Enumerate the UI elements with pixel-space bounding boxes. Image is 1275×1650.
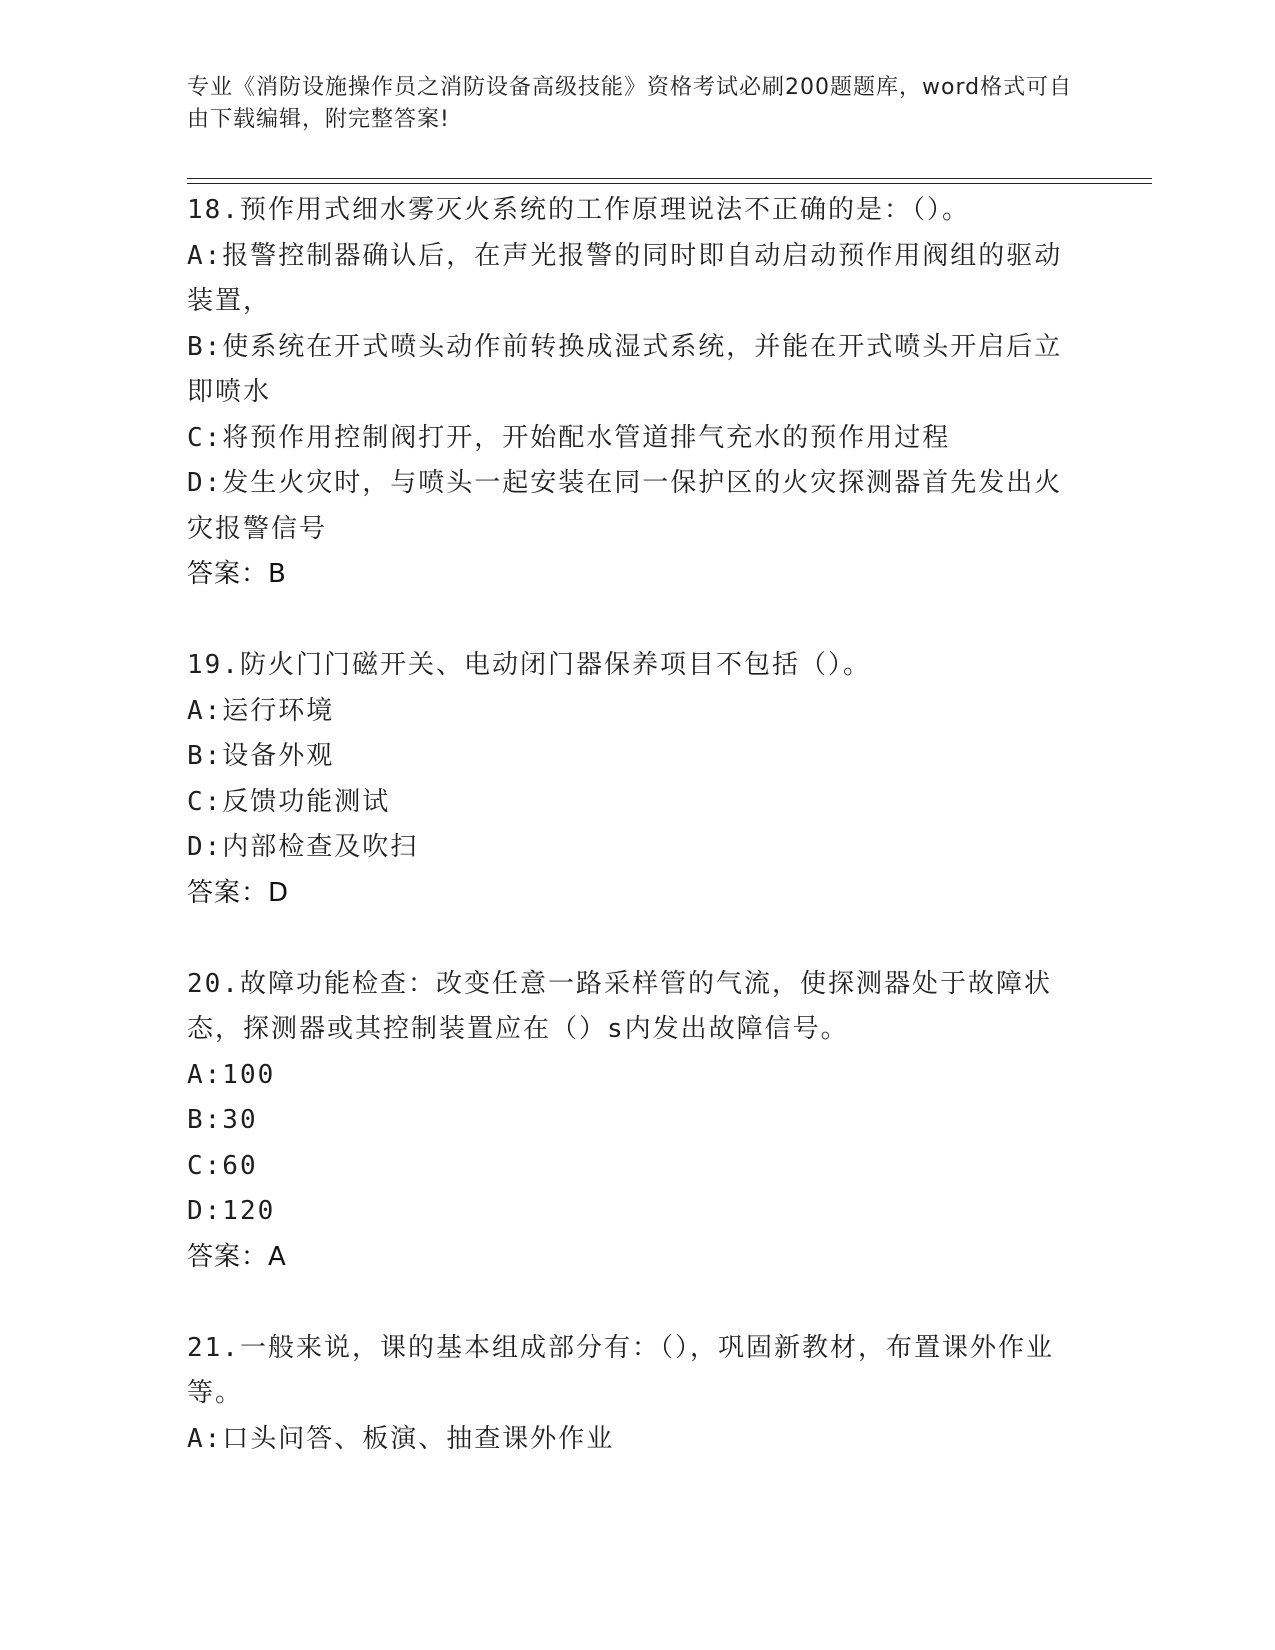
- option-d: D:内部检查及吹扫: [187, 832, 419, 862]
- option-d: D:120: [187, 1196, 276, 1226]
- page-header: 专业《消防设施操作员之消防设备高级技能》资格考试必刷200题题库，word格式可自由下载编辑，附完整答案!: [187, 75, 1073, 132]
- spacer: [187, 916, 1087, 962]
- header-rule-bottom: [187, 183, 1152, 184]
- answer-text: 答案：B: [187, 559, 287, 589]
- option-a: A:口头问答、板演、抽查课外作业: [187, 1423, 615, 1454]
- option-b: B:30: [187, 1105, 258, 1135]
- header-rule-top: [187, 178, 1152, 179]
- question-20: [187, 962, 1087, 1281]
- option-a: A:运行环境: [187, 695, 335, 726]
- answer-text: 答案：A: [187, 1241, 287, 1272]
- option-c: C:将预作用控制阀打开，开始配水管道排气充水的预作用过程: [187, 422, 951, 453]
- question-list: [187, 188, 1087, 1462]
- option-b: B:设备外观: [187, 741, 335, 771]
- answer-text: 答案：D: [187, 877, 290, 908]
- question-21: [187, 1326, 1087, 1463]
- spacer: [187, 1280, 1087, 1326]
- question-stem: 19.防火门门磁开关、电动闭门器保养项目不包括（）。: [187, 650, 871, 680]
- option-b: B:使系统在开式喷头动作前转换成湿式系统，并能在开式喷头开启后立即喷水: [187, 331, 1063, 407]
- option-d: D:发生火灾时，与喷头一起安装在同一保护区的火灾探测器首先发出火灾报警信号: [187, 468, 1063, 544]
- question-stem: 21.一般来说，课的基本组成部分有：（），巩固新教材，布置课外作业等。: [187, 1332, 1054, 1408]
- question-stem: 20.故障功能检查：改变任意一路采样管的气流，使探测器处于故障状态，探测器或其控制装置应在（）s内发出故障信号。: [187, 968, 1052, 1044]
- question-18: [187, 188, 1087, 598]
- option-a: A:100: [187, 1059, 276, 1090]
- question-19: [187, 643, 1087, 916]
- spacer: [187, 598, 1087, 644]
- option-c: C:60: [187, 1150, 258, 1181]
- question-stem: 18.预作用式细水雾灭火系统的工作原理说法不正确的是：（）。: [187, 195, 970, 225]
- option-a: A:报警控制器确认后，在声光报警的同时即自动启动预作用阀组的驱动装置，: [187, 240, 1063, 316]
- option-c: C:反馈功能测试: [187, 786, 391, 817]
